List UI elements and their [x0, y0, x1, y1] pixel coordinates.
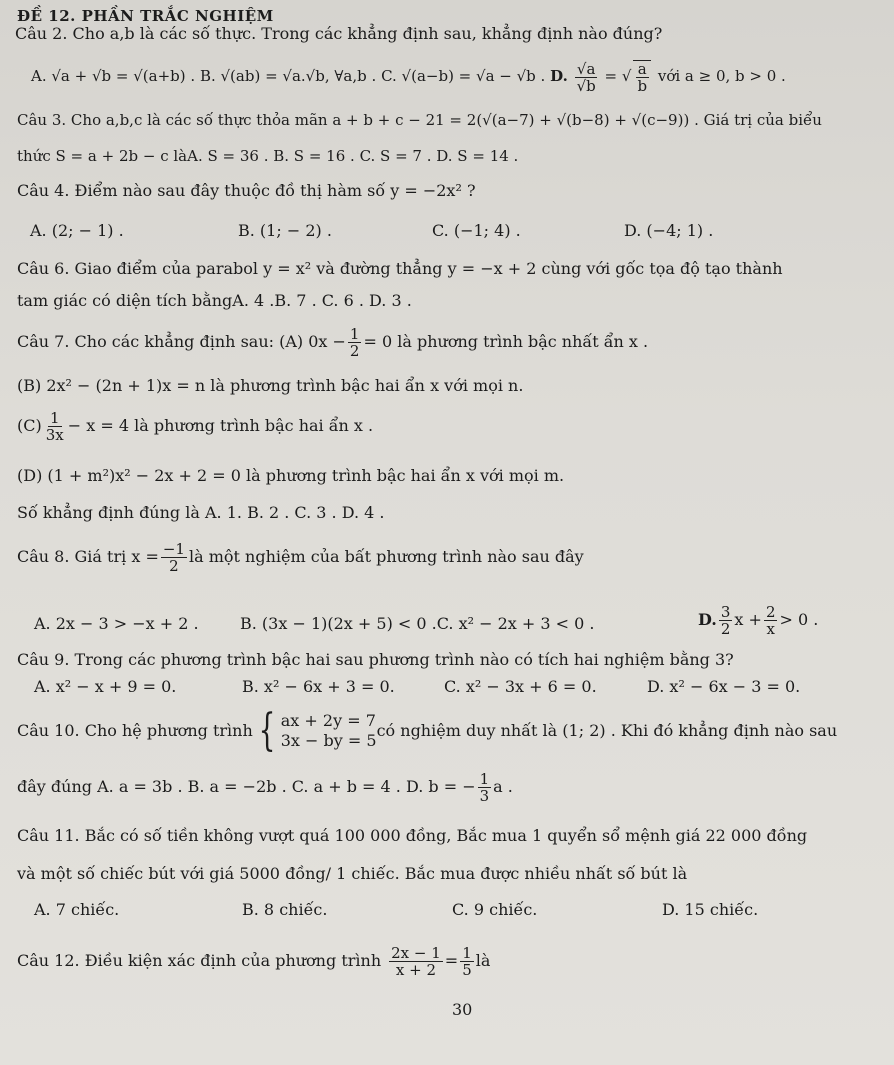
question-7-stem: Câu 7. Cho các khẳng định sau: (A) 0x − $\frac{1}{2}$ = 0 là phương trình bậc nhất ẩn x .	[17, 324, 649, 360]
system-eq-2: 3x − by = 5	[280, 731, 377, 750]
q8-x-fraction: $\frac{-1}{2}$	[162, 539, 185, 575]
q11-option-d: D. 15 chiếc.	[662, 900, 759, 919]
q9-option-d: D. x² − 6x − 3 = 0.	[647, 677, 801, 696]
page-number: 30	[452, 1000, 473, 1019]
question-3-line2: thức S = a + 2b − c làA. S = 36 . B. S = 16 . C. S = 7 . D. S = 14 .	[17, 147, 519, 165]
question-2-options	[31, 60, 786, 94]
q4-option-d: D. (−4; 1) .	[624, 221, 714, 240]
q7-answer-options: Số khẳng định đúng là A. 1. B. 2 . C. 3 . D. 4 .	[17, 503, 385, 522]
q2-option-a: A. √a + √b = √(a+b) .	[31, 67, 196, 85]
q4-option-a: A. (2; − 1) .	[30, 221, 124, 240]
q2-option-d: D. $\frac{√a}{√b}$ = √ $\frac{a}{b}$ với a ≥ 0, b > 0 .	[550, 59, 786, 95]
q11-option-b: B. 8 chiếc.	[242, 900, 328, 919]
q7-c-fraction: $\frac{1}{3x}$	[45, 408, 64, 444]
question-8-stem: Câu 8. Giá trị x = $\frac{-1}{2}$ là một nghiệm của bất phương trình nào sau đây	[17, 539, 584, 575]
q2-option-b: B. √(ab) = √a.√b, ∀a,b .	[199, 67, 377, 85]
question-12-stem: Câu 12. Điều kiện xác định của phương trình $\frac{2x - 1}{x + 2}$ = $\frac{1}{5}$ là	[17, 943, 491, 979]
q2-d-sqrt-fraction: $\frac{a}{b}$	[633, 60, 651, 94]
q4-option-c: C. (−1; 4) .	[432, 221, 521, 240]
question-2-stem: Câu 2. Cho a,b là các số thực. Trong các khẳng định sau, khẳng định nào đúng?	[15, 24, 663, 43]
question-6-line1: Câu 6. Giao điểm của parabol y = x² và đường thẳng y = −x + 2 cùng với gốc tọa độ tạo thành	[17, 259, 783, 278]
question-6-line2: tam giác có diện tích bằngA. 4 .B. 7 . C. 6 . D. 3 .	[17, 291, 412, 310]
question-4-stem: Câu 4. Điểm nào sau đây thuộc đồ thị hàm số y = −2x² ?	[17, 181, 476, 200]
q8-option-bc: B. (3x − 1)(2x + 5) < 0 .C. x² − 2x + 3 < 0 .	[240, 614, 595, 633]
system-brace: {	[258, 705, 276, 756]
q2-d-fraction: $\frac{√a}{√b}$	[576, 59, 596, 95]
question-3-line1: Câu 3. Cho a,b,c là các số thực thỏa mãn a + b + c − 21 = 2(√(a−7) + √(b−8) + √(c−9)) . Giá trị của biểu	[17, 111, 822, 129]
q7-statement-c: (C) $\frac{1}{3x}$ − x = 4 là phương trình bậc hai ẩn x .	[17, 408, 374, 444]
q9-option-b: B. x² − 6x + 3 = 0.	[242, 677, 395, 696]
question-11-line1: Câu 11. Bắc có số tiền không vượt quá 100 000 đồng, Bắc mua 1 quyển sổ mệnh giá 22 000 đồng	[17, 826, 808, 845]
question-11-line2: và một số chiếc bút với giá 5000 đồng/ 1 chiếc. Bắc mua được nhiều nhất số bút là	[17, 864, 688, 883]
question-10-stem: Câu 10. Cho hệ phương trình { ax + 2y = 7 3x − by = 5 có nghiệm duy nhất là (1; 2) . Khi đó khẳng định nào sau	[17, 705, 838, 756]
question-9-stem: Câu 9. Trong các phương trình bậc hai sau phương trình nào có tích hai nghiệm bằng 3?	[17, 650, 734, 669]
page-title: ĐỀ 12. PHẦN TRẮC NGHIỆM	[17, 7, 274, 25]
q7-statement-d: (D) (1 + m²)x² − 2x + 2 = 0 là phương trình bậc hai ẩn x với mọi m.	[17, 466, 565, 485]
q4-option-b: B. (1; − 2) .	[238, 221, 332, 240]
q12-right-fraction: $\frac{1}{5}$	[462, 943, 472, 979]
q7-statement-b: (B) 2x² − (2n + 1)x = n là phương trình bậc hai ẩn x với mọi n.	[17, 376, 524, 395]
q12-left-fraction: $\frac{2x - 1}{x + 2}$	[391, 943, 441, 979]
system-eq-1: ax + 2y = 7	[280, 711, 376, 730]
q10-d-fraction: $\frac{1}{3}$	[479, 769, 490, 805]
equation-system	[281, 711, 377, 751]
q9-option-a: A. x² − x + 9 = 0.	[34, 677, 177, 696]
q7-a-fraction: $\frac{1}{2}$	[349, 324, 360, 360]
q8-option-a: A. 2x − 3 > −x + 2 .	[34, 614, 199, 633]
q8-option-d: D. $\frac{3}{2}$ x + $\frac{2}{x}$ > 0 .	[698, 602, 819, 638]
q11-option-c: C. 9 chiếc.	[452, 900, 538, 919]
q9-option-c: C. x² − 3x + 6 = 0.	[444, 677, 597, 696]
q2-option-c: C. √(a−b) = √a − √b .	[381, 67, 546, 85]
q11-option-a: A. 7 chiếc.	[34, 900, 120, 919]
q10-options: đây đúng A. a = 3b . B. a = −2b . C. a + b = 4 . D. b = − $\frac{1}{3}$ a .	[17, 769, 513, 805]
